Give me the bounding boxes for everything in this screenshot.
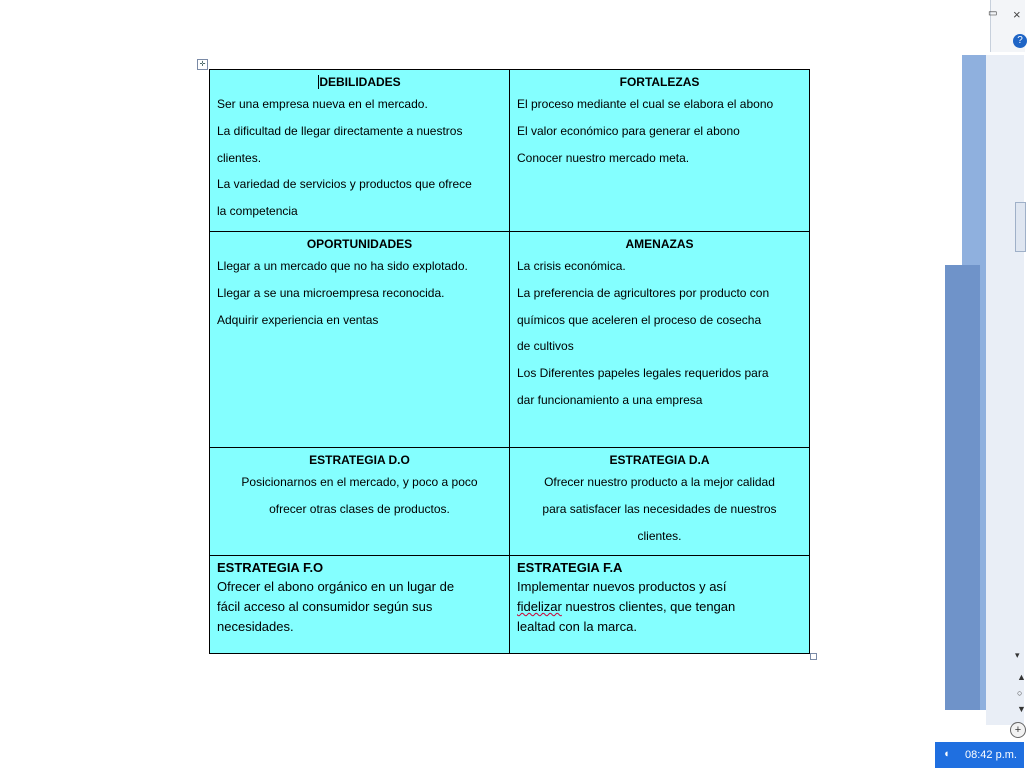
list-item: dar funcionamiento a una empresa [517,392,703,407]
list-item: Conocer nuestro mercado meta. [517,150,690,165]
help-icon[interactable]: ? [1013,34,1027,48]
foda-table [209,69,810,654]
oportunidades-title: OPORTUNIDADES [306,237,413,251]
list-item [517,597,802,617]
cell-debilidades[interactable] [210,70,510,232]
list-item-rest: nuestros clientes, que tengan [561,599,736,614]
taskbar-clock[interactable]: 08:42 p.m. [965,749,1017,761]
list-item: Implementar nuevos productos y así [517,579,727,594]
list-item: lealtad con la marca. [517,619,637,634]
list-item: Llegar a un mercado que no ha sido explotado. [217,259,468,273]
list-item: El valor económico para generar el abono [517,123,740,138]
restore-window-icon[interactable]: ▭ [988,8,998,19]
list-item: Adquirir experiencia en ventas [217,312,379,327]
tray-icon[interactable]: ◖ [943,748,950,760]
list-item: fácil acceso al consumidor según sus [217,599,433,614]
list-item: Los Diferentes papeles legales requeridos para [517,366,769,381]
list-item: necesidades. [217,619,294,634]
next-page-icon[interactable]: ▼ [1017,704,1026,714]
spellcheck-word[interactable]: fidelizar [517,599,562,614]
debilidades-title: DEBILIDADES [319,75,401,89]
list-item: La dificultad de llegar directamente a nuestros [217,123,463,138]
cell-oportunidades[interactable] [210,232,510,448]
cell-estrategia-da[interactable] [510,448,810,556]
list-item: La crisis económica. [517,259,626,273]
table-move-handle-icon[interactable]: ✛ [197,59,208,70]
list-item: Ofrecer el abono orgánico en un lugar de [217,579,455,594]
estrategia-fa-title: ESTRATEGIA F.A [517,560,623,575]
table-row [210,232,810,448]
fortalezas-title: FORTALEZAS [619,75,700,89]
scroll-down-arrow-icon[interactable]: ▾ [1015,650,1020,660]
list-item: para satisfacer las necesidades de nuestros [542,501,777,516]
estrategia-da-title: ESTRATEGIA D.A [609,453,710,467]
cell-estrategia-fa[interactable] [510,556,810,654]
list-item: químicos que aceleren el proceso de cosecha [517,312,762,327]
list-item: Posicionarnos en el mercado, y poco a poco [241,475,478,489]
list-item: de cultivos [517,339,574,354]
word-scrollbar-area [986,55,1024,725]
table-resize-handle[interactable] [810,653,817,660]
list-item: Ser una empresa nueva en el mercado. [217,97,428,111]
zoom-in-icon[interactable]: + [1010,722,1026,738]
cell-fortalezas[interactable] [510,70,810,232]
list-item: Llegar a se una microempresa reconocida. [217,285,445,300]
cell-estrategia-fo[interactable] [210,556,510,654]
estrategia-fo-title: ESTRATEGIA F.O [217,560,324,575]
list-item: Ofrecer nuestro producto a la mejor calidad [544,475,775,489]
previous-page-icon[interactable]: ▲ [1017,672,1026,682]
list-item: la competencia [217,204,298,219]
list-item: La preferencia de agricultores por producto con [517,285,770,300]
cell-estrategia-do[interactable] [210,448,510,556]
select-browse-object-icon[interactable]: ○ [1017,688,1023,698]
background-window-panel-shadow [945,265,980,710]
cell-amenazas[interactable] [510,232,810,448]
table-row [210,70,810,232]
estrategia-do-title: ESTRATEGIA D.O [309,453,410,467]
list-item: clientes. [217,150,262,165]
list-item: El proceso mediante el cual se elabora el abono [517,97,774,111]
list-item: clientes. [637,528,682,543]
table-row [210,448,810,556]
table-row [210,556,810,654]
close-window-icon[interactable]: × [1013,7,1021,22]
list-item: La variedad de servicios y productos que ofrece [217,177,472,192]
list-item: ofrecer otras clases de productos. [269,501,450,516]
amenazas-title: AMENAZAS [625,237,694,251]
vertical-scrollbar-thumb[interactable] [1015,202,1026,252]
